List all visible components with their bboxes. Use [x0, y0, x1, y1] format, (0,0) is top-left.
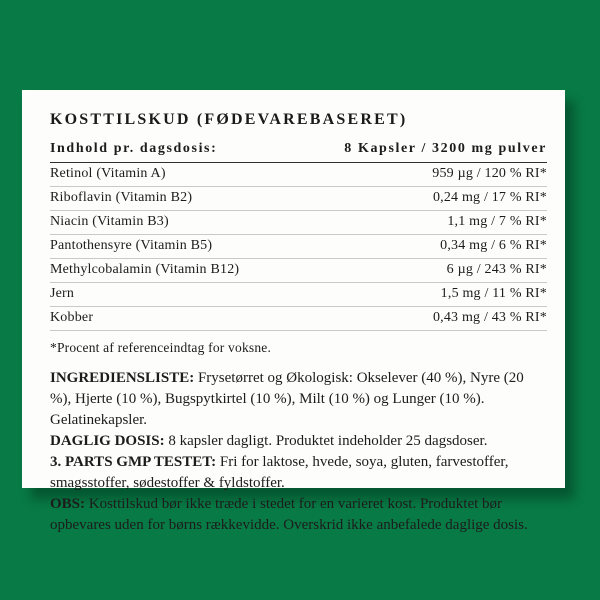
nutrient-name: Kobber	[50, 310, 94, 325]
table-row	[50, 187, 547, 211]
label-title: KOSTTILSKUD (FØDEVAREBASERET)	[50, 111, 408, 128]
ingredients-label: INGREDIENSLISTE:	[50, 370, 195, 386]
table-row	[50, 211, 547, 235]
warning-label: OBS:	[50, 496, 86, 512]
ingredients-paragraph	[50, 368, 547, 431]
nutrient-name: Riboflavin (Vitamin B2)	[50, 190, 193, 205]
nutrient-name: Methylcobalamin (Vitamin B12)	[50, 262, 240, 277]
table-row	[50, 307, 547, 331]
nutrient-name: Jern	[50, 286, 75, 301]
daily-dose-paragraph	[50, 431, 547, 452]
table-row	[50, 259, 547, 283]
supplement-label-card	[22, 90, 565, 533]
ingredients-text: Frysetørret og Økologisk: Okselever (40 %), Nyre (20 %), Hjerte (10 %), Bugspytkirtel (10 %), Milt (10 %) og Lunger (10 %). Gelatinekapsler.	[50, 370, 524, 428]
gmp-tested-text: Fri for laktose, hvede, soya, gluten, farvestoffer, smagsstoffer, sødestoffer & fyldstoffer.	[50, 454, 509, 491]
nutrient-value: 959 µg / 120 % RI*	[432, 166, 547, 181]
nutrient-name: Pantothensyre (Vitamin B5)	[50, 238, 213, 253]
nutrient-value: 1,1 mg / 7 % RI*	[447, 214, 547, 229]
reference-intake-footnote: *Procent af referenceindtag for voksne.	[50, 340, 272, 355]
table-header-row	[50, 141, 547, 163]
table-row	[50, 283, 547, 307]
nutrient-value: 0,34 mg / 6 % RI*	[440, 238, 547, 253]
gmp-tested-label: 3. PARTS GMP TESTET:	[50, 454, 217, 470]
nutrient-name: Retinol (Vitamin A)	[50, 166, 166, 181]
nutrient-value: 0,24 mg / 17 % RI*	[432, 190, 547, 205]
info-paragraphs	[50, 368, 547, 536]
nutrient-value: 0,43 mg / 43 % RI*	[432, 310, 547, 325]
nutrient-value: 1,5 mg / 11 % RI*	[440, 286, 547, 301]
warning-paragraph	[50, 494, 547, 536]
table-header-dose: 8 Kapsler / 3200 mg pulver	[344, 141, 547, 156]
warning-text: Kosttilskud bør ikke træde i stedet for en varieret kost. Produktet bør opbevares uden for børns rækkevidde. Overskrid ikke anbefalede daglige dosis.	[50, 496, 528, 533]
table-row	[50, 163, 547, 187]
nutrient-name: Niacin (Vitamin B3)	[50, 214, 169, 229]
table-row	[50, 235, 547, 259]
nutrient-value: 6 µg / 243 % RI*	[446, 262, 547, 277]
table-header-serving: Indhold pr. dagsdosis:	[50, 141, 218, 156]
daily-dose-label: DAGLIG DOSIS:	[50, 433, 165, 449]
gmp-tested-paragraph	[50, 452, 547, 494]
daily-dose-text: 8 kapsler dagligt. Produktet indeholder 25 dagsdoser.	[168, 433, 488, 449]
